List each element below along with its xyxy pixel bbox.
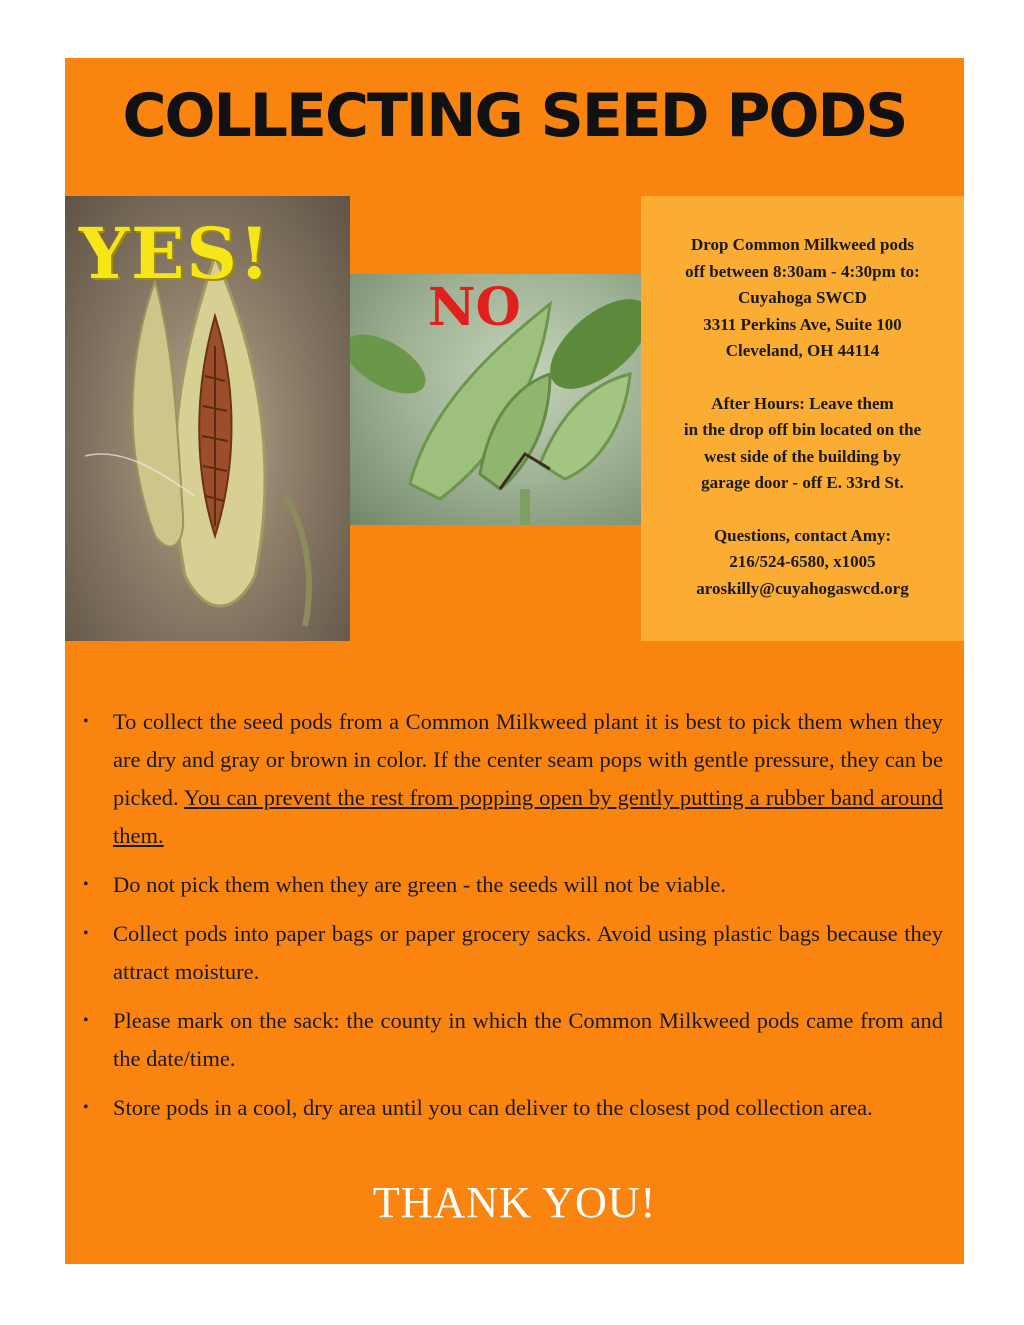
info-dropoff-line: Cleveland, OH 44114	[725, 341, 880, 360]
dry-milkweed-pod-photo	[65, 196, 350, 641]
green-milkweed-pod-photo	[350, 274, 641, 525]
info-questions-line: Questions, contact Amy:	[713, 525, 892, 545]
list-item	[83, 866, 943, 904]
flyer-title: COLLECTING SEED PODS	[122, 81, 907, 151]
info-after-hours-line: garage door - off E. 33rd St.	[701, 473, 904, 492]
info-dropoff-line: 3311 Perkins Ave, Suite 100	[703, 314, 902, 334]
info-dropoff-line: Cuyahoga SWCD	[738, 288, 867, 307]
info-after-hours-line: After Hours: Leave them	[711, 393, 894, 413]
info-after-hours-line: west side of the building by	[704, 446, 901, 466]
info-email: aroskilly@cuyahogaswcd.org	[696, 578, 909, 598]
flyer	[65, 58, 964, 1264]
info-dropoff-line: off between 8:30am - 4:30pm to:	[685, 261, 920, 281]
list-item	[83, 915, 943, 991]
yes-label: YES!	[79, 212, 272, 295]
bullet-icon: •	[83, 1099, 89, 1116]
list-item	[83, 1002, 943, 1078]
bullet-icon: •	[83, 876, 89, 893]
instructions-list	[83, 703, 943, 1138]
bullet-underlined-text: You can prevent the rest from popping open by gently putting a rubber band around them.	[113, 785, 943, 848]
info-phone: 216/524-6580, x1005	[729, 552, 876, 571]
bullet-icon: •	[83, 925, 89, 942]
info-after-hours-line: in the drop off bin located on the	[683, 420, 922, 439]
bullet-icon: •	[83, 713, 89, 730]
bullet-icon: •	[83, 1012, 89, 1029]
drop-off-info-box	[641, 196, 964, 641]
bullet-text: Do not pick them when they are green - the seeds will not be viable.	[113, 872, 726, 897]
list-item	[83, 703, 943, 855]
thank-you-heading: THANK YOU!	[372, 1178, 657, 1227]
bullet-text: Please mark on the sack: the county in which the Common Milkweed pods came from and the date/time.	[113, 1008, 943, 1071]
list-item	[83, 1089, 943, 1127]
no-label: NO	[428, 277, 521, 338]
bullet-text: Collect pods into paper bags or paper grocery sacks. Avoid using plastic bags because they attract moisture.	[113, 921, 943, 984]
bullet-text: Store pods in a cool, dry area until you can deliver to the closest pod collection area.	[113, 1095, 873, 1120]
bullet-text: To collect the seed pods from a Common Milkweed plant it is best to pick them when they are dry and gray or brown in color. If the center seam pops with gentle pressure, they can be picked.	[113, 709, 943, 810]
info-dropoff-line: Drop Common Milkweed pods	[690, 235, 915, 254]
